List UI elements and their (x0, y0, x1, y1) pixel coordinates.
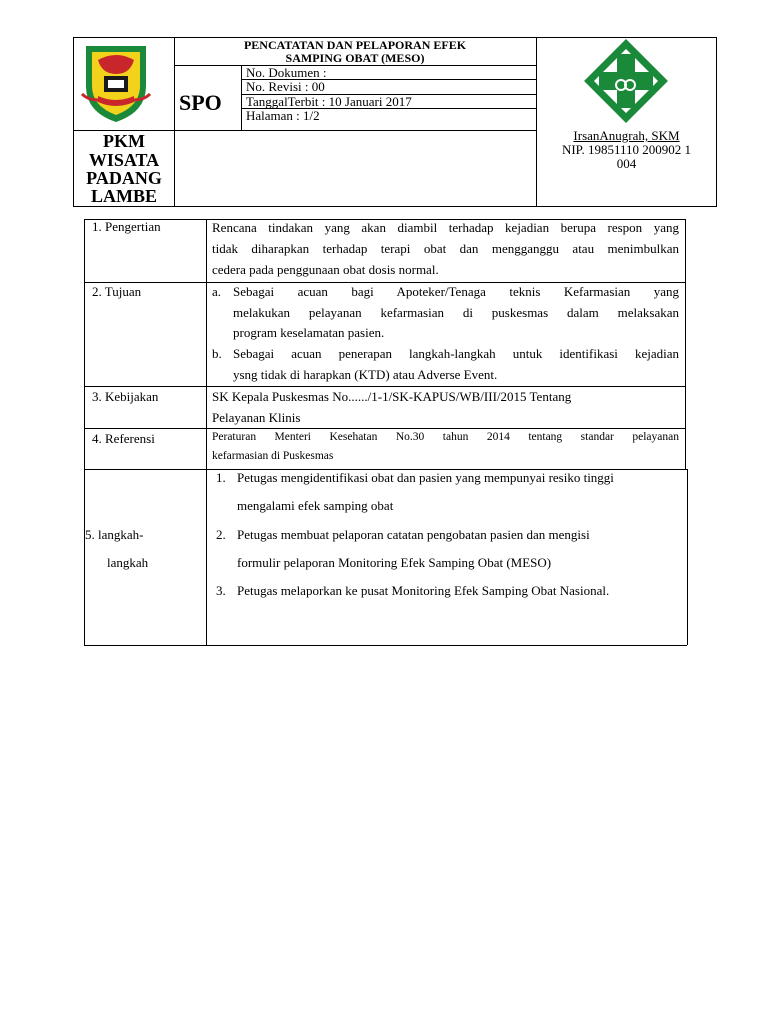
step-1-line1: Petugas mengidentifikasi obat dan pasien yang mempunyai resiko tinggi (237, 470, 614, 485)
tujuan-a-line1: Sebagai acuan bagi Apoteker/Tenaga teknis Kefarmasian yang (233, 284, 679, 299)
spo-label: SPO (179, 90, 222, 115)
org-name-line3: PADANG (86, 168, 162, 188)
row-label-kebijakan: 3. Kebijakan (92, 389, 159, 404)
tujuan-a-marker: a. (212, 284, 222, 299)
signer-nip-line1: NIP. 19851110 200902 1 (561, 142, 692, 157)
row-label-langkah-line2: langkah (107, 555, 149, 570)
tujuan-b-line1: Sebagai acuan penerapan langkah-langkah untuk identifikasi kejadian (233, 346, 679, 361)
step-1-marker: 1. (216, 470, 226, 485)
step-2-line1: Petugas membuat pelaporan catatan pengobatan pasien dan mengisi (237, 527, 590, 542)
pengertian-text-line3: cedera pada penggunaan obat dosis normal. (212, 262, 439, 277)
doc-number: No. Dokumen : (246, 65, 327, 80)
doc-issue-date: TanggalTerbit : 10 Januari 2017 (246, 94, 412, 109)
kebijakan-line1: SK Kepala Puskesmas No....../1-1/SK-KAPUS/WB/III/2015 Tentang (212, 389, 572, 404)
pengertian-text-line1: Rencana tindakan yang akan diambil terhadap kejadian berupa respon yang (212, 220, 679, 235)
row-label-pengertian: 1. Pengertian (92, 219, 161, 234)
doc-revision: No. Revisi : 00 (246, 79, 325, 94)
step-3-line1: Petugas melaporkan ke pusat Monitoring Efek Samping Obat Nasional. (237, 583, 610, 598)
referensi-line1: Peraturan Menteri Kesehatan No.30 tahun 2014 tentang standar pelayanan (212, 431, 679, 443)
signer-name: IrsanAnugrah, SKM (573, 128, 680, 143)
step-2-marker: 2. (216, 527, 226, 542)
step-2-line2: formulir pelaporan Monitoring Efek Samping Obat (MESO) (237, 555, 552, 570)
regional-emblem-logo (78, 40, 154, 124)
tujuan-a-line2: melakukan pelayanan kefarmasian di puskesmas dalam melaksakan (233, 305, 679, 320)
tujuan-b-line2: ysng tidak di harapkan (KTD) atau Adverse Event. (233, 367, 498, 382)
kebijakan-line2: Pelayanan Klinis (212, 410, 301, 425)
org-name-line2: WISATA (88, 150, 160, 170)
tujuan-b-marker: b. (212, 346, 222, 361)
org-name-line4: LAMBE (90, 186, 157, 206)
pengertian-text-line2: tidak diharapkan terhadap terapi obat dan mengganggu atau menimbulkan (212, 241, 679, 256)
document-title-line2: SAMPING OBAT (MESO) (285, 51, 425, 65)
row-label-tujuan: 2. Tujuan (92, 284, 142, 299)
puskesmas-cross-logo (583, 38, 669, 124)
row-label-referensi: 4. Referensi (92, 431, 155, 446)
row-label-langkah-line1: 5. langkah- (85, 527, 144, 542)
referensi-line2: kefarmasian di Puskesmas (212, 450, 334, 462)
tujuan-a-line3: program keselamatan pasien. (233, 325, 385, 340)
signer-nip-line2: 004 (616, 156, 637, 171)
step-3-marker: 3. (216, 583, 226, 598)
org-name-line1: PKM (103, 131, 145, 151)
step-1-line2: mengalami efek samping obat (237, 498, 394, 513)
document-title-line1: PENCATATAN DAN PELAPORAN EFEK (243, 38, 467, 52)
doc-page: Halaman : 1/2 (246, 108, 320, 123)
